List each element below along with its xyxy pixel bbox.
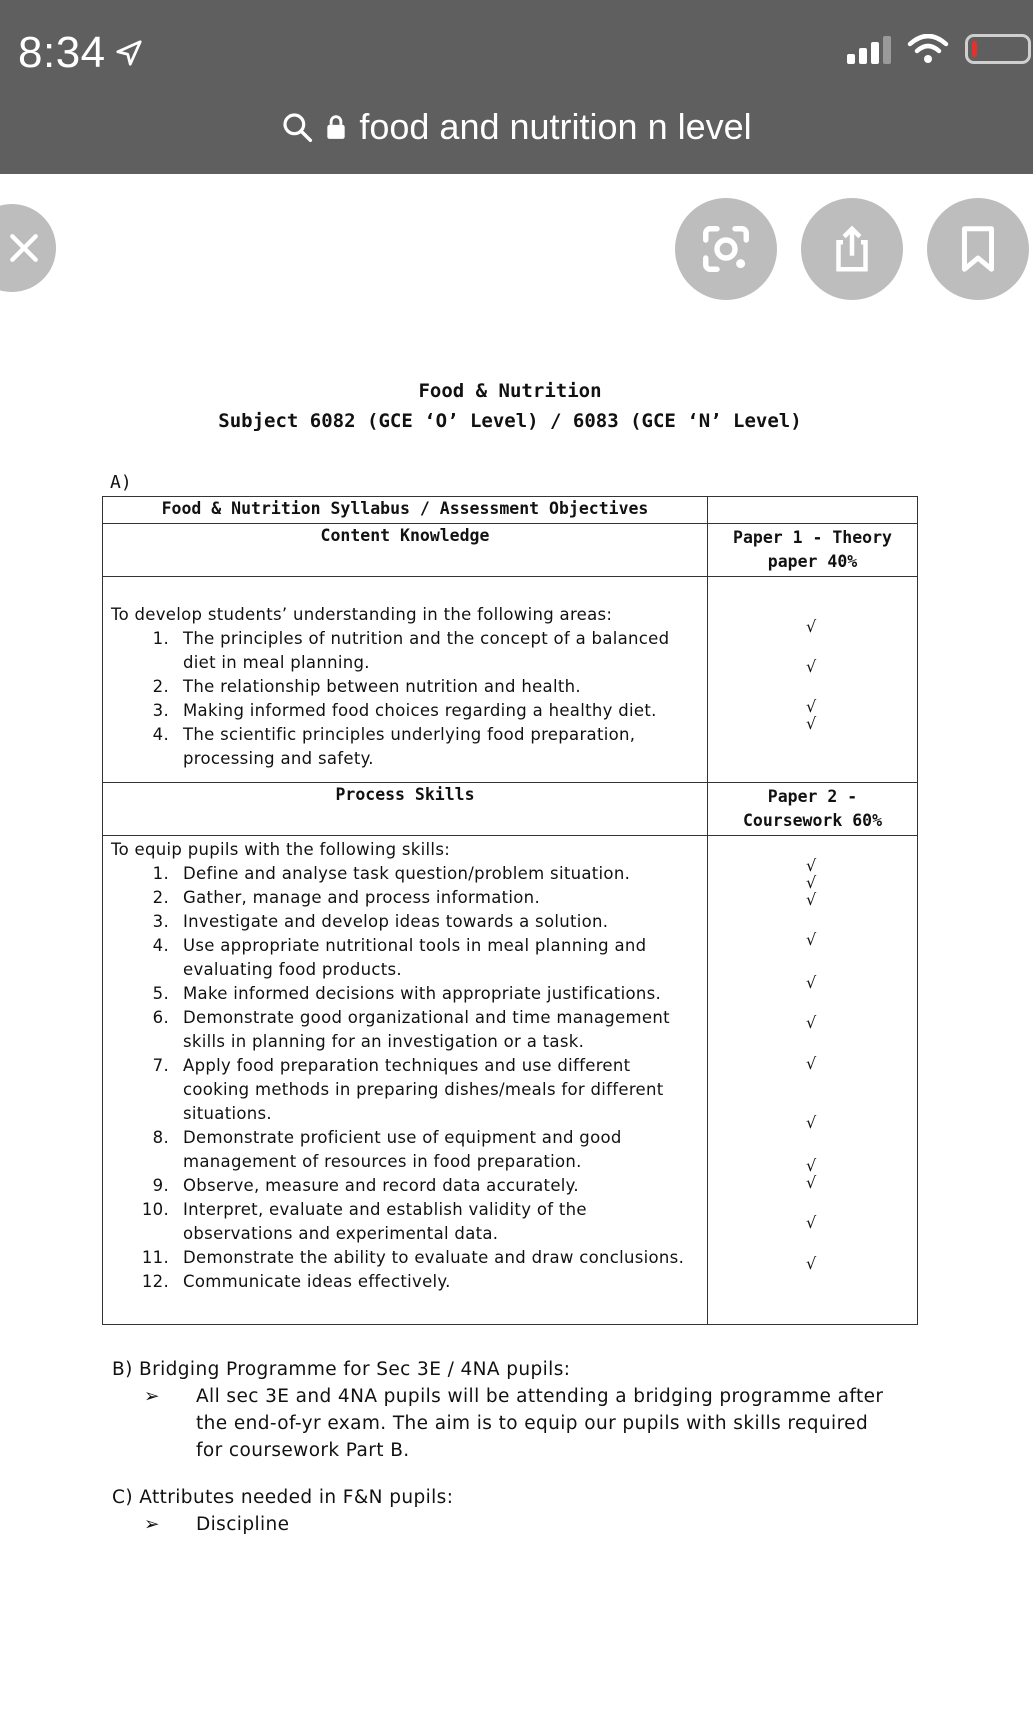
arrow-bullet-icon: ➢: [144, 1514, 160, 1535]
list-item-number: 8.: [152, 1128, 169, 1147]
section-b-heading: B) Bridging Programme for Sec 3E / 4NA pupils:: [112, 1359, 571, 1380]
list-item: [111, 1270, 699, 1294]
check-mark-icon: √: [806, 1173, 817, 1192]
list-item: [111, 723, 699, 771]
check-mark-icon: √: [806, 1213, 817, 1232]
content-knowledge-heading: Content Knowledge: [103, 524, 708, 576]
list-item: [111, 1246, 699, 1270]
list-item-number: 10.: [141, 1200, 169, 1219]
list-item-number: 1.: [152, 629, 169, 648]
status-time: 8:34: [18, 28, 144, 78]
list-item-number: 2.: [152, 888, 169, 907]
content-knowledge-header-row: [103, 524, 917, 577]
content-knowledge-list: [111, 627, 699, 771]
list-item-text: The relationship between nutrition and health.: [183, 677, 581, 696]
list-item-text: Use appropriate nutritional tools in meal planning and evaluating food products.: [183, 936, 647, 979]
list-item-number: 3.: [152, 912, 169, 931]
paper-2-label: Paper 2 - Coursework 60%: [742, 787, 883, 830]
list-item-text: The scientific principles underlying food preparation, processing and safety.: [183, 725, 636, 768]
section-b: [112, 1356, 912, 1464]
list-item: [111, 982, 699, 1006]
document-title: Food & Nutrition: [418, 380, 602, 402]
check-mark-icon: √: [806, 873, 817, 892]
list-item-number: 7.: [152, 1056, 169, 1075]
list-item-number: 2.: [152, 677, 169, 696]
list-item-text: The principles of nutrition and the concept of a balanced diet in meal planning.: [183, 629, 670, 672]
check-mark-icon: √: [806, 697, 817, 716]
list-item-number: 12.: [141, 1272, 169, 1291]
location-arrow-icon: [114, 38, 144, 68]
list-item: [111, 1126, 699, 1174]
check-mark-icon: √: [806, 1054, 817, 1073]
list-item: [111, 1006, 699, 1054]
list-item-number: 1.: [152, 864, 169, 883]
list-item: [111, 1174, 699, 1198]
list-item-text: Observe, measure and record data accurately.: [183, 1176, 579, 1195]
process-skills-list: [111, 862, 699, 1294]
process-skills-intro: To equip pupils with the following skills:: [111, 840, 451, 859]
content-knowledge-ticks: [708, 577, 917, 782]
check-mark-icon: √: [806, 856, 817, 875]
list-item: [111, 627, 699, 675]
check-mark-icon: √: [806, 1156, 817, 1175]
lens-icon: [699, 222, 753, 276]
section-b-text: All sec 3E and 4NA pupils will be attending a bridging programme after the end-of-yr exam. The aim is to equip our pupils with skills required for coursework Part B.: [196, 1386, 884, 1461]
list-item: [111, 886, 699, 910]
syllabus-table: [102, 496, 918, 1325]
process-skills-ticks: [708, 836, 917, 1324]
wifi-icon: [907, 34, 949, 64]
check-mark-icon: √: [806, 657, 817, 676]
search-icon: [281, 111, 313, 143]
list-item: [111, 675, 699, 699]
share-icon: [825, 222, 879, 276]
process-skills-body: [103, 836, 708, 1324]
close-button[interactable]: [0, 204, 56, 292]
list-item: [111, 934, 699, 982]
content-knowledge-intro: To develop students’ understanding in the following areas:: [111, 605, 613, 624]
list-item-text: Make informed decisions with appropriate justifications.: [183, 984, 662, 1003]
section-c: [112, 1484, 453, 1538]
section-c-text: Discipline: [196, 1514, 290, 1535]
close-icon: [4, 228, 44, 268]
list-item-number: 3.: [152, 701, 169, 720]
list-item-text: Investigate and develop ideas towards a solution.: [183, 912, 609, 931]
check-mark-icon: √: [806, 890, 817, 909]
process-skills-body-row: [103, 836, 917, 1324]
list-item-text: Demonstrate good organizational and time management skills in planning for an investigation or a task.: [183, 1008, 670, 1051]
bookmark-icon: [951, 222, 1005, 276]
check-mark-icon: √: [806, 617, 817, 636]
list-item-number: 6.: [152, 1008, 169, 1027]
address-query: food and nutrition n level: [359, 106, 752, 147]
check-mark-icon: √: [806, 930, 817, 949]
lock-icon: [323, 112, 349, 142]
check-mark-icon: √: [806, 714, 817, 733]
content-knowledge-body: [103, 577, 708, 782]
process-skills-header-row: [103, 783, 917, 836]
table-header-title: Food & Nutrition Syllabus / Assessment Objectives: [103, 497, 708, 523]
table-header-row: [103, 497, 917, 524]
list-item: [111, 1198, 699, 1246]
document-subtitle: Subject 6082 (GCE ‘O’ Level) / 6083 (GCE ‘N’ Level): [218, 410, 802, 432]
list-item-text: Making informed food choices regarding a healthy diet.: [183, 701, 657, 720]
list-item-number: 4.: [152, 936, 169, 955]
section-c-heading: C) Attributes needed in F&N pupils:: [112, 1487, 454, 1508]
list-item: [111, 862, 699, 886]
browser-top-bar: [0, 0, 1033, 174]
list-item-text: Define and analyse task question/problem situation.: [183, 864, 631, 883]
content-knowledge-body-row: [103, 577, 917, 783]
list-item-text: Gather, manage and process information.: [183, 888, 540, 907]
check-mark-icon: √: [806, 1254, 817, 1273]
list-item: [111, 699, 699, 723]
list-item: [111, 1054, 699, 1126]
battery-icon: [965, 34, 1031, 64]
address-bar[interactable]: [0, 104, 1033, 150]
list-item-number: 5.: [152, 984, 169, 1003]
section-b-bullet-item: [112, 1383, 912, 1464]
list-item-number: 4.: [152, 725, 169, 744]
list-item-text: Communicate ideas effectively.: [183, 1272, 451, 1291]
list-item-text: Interpret, evaluate and establish validity of the observations and experimental data.: [183, 1200, 587, 1243]
list-item-text: Apply food preparation techniques and use different cooking methods in preparing dishes/meals for different situations.: [183, 1056, 664, 1123]
list-item-text: Demonstrate proficient use of equipment and good management of resources in food preparation.: [183, 1128, 622, 1171]
cellular-signal-icon: [847, 34, 891, 64]
share-button[interactable]: [801, 198, 903, 300]
check-mark-icon: √: [806, 973, 817, 992]
list-item-text: Demonstrate the ability to evaluate and draw conclusions.: [183, 1248, 685, 1267]
section-c-bullet-item: [112, 1511, 453, 1538]
status-icons: [847, 34, 1033, 64]
check-mark-icon: √: [806, 1113, 817, 1132]
list-item-number: 9.: [152, 1176, 169, 1195]
check-mark-icon: √: [806, 1013, 817, 1032]
process-skills-heading: Process Skills: [103, 783, 708, 835]
arrow-bullet-icon: ➢: [144, 1386, 160, 1407]
lens-button[interactable]: [675, 198, 777, 300]
list-item-number: 11.: [141, 1248, 169, 1267]
paper-1-label: Paper 1 - Theory paper 40%: [733, 528, 892, 571]
list-item: [111, 910, 699, 934]
section-a-label: A): [110, 472, 132, 493]
bookmark-button[interactable]: [927, 198, 1029, 300]
